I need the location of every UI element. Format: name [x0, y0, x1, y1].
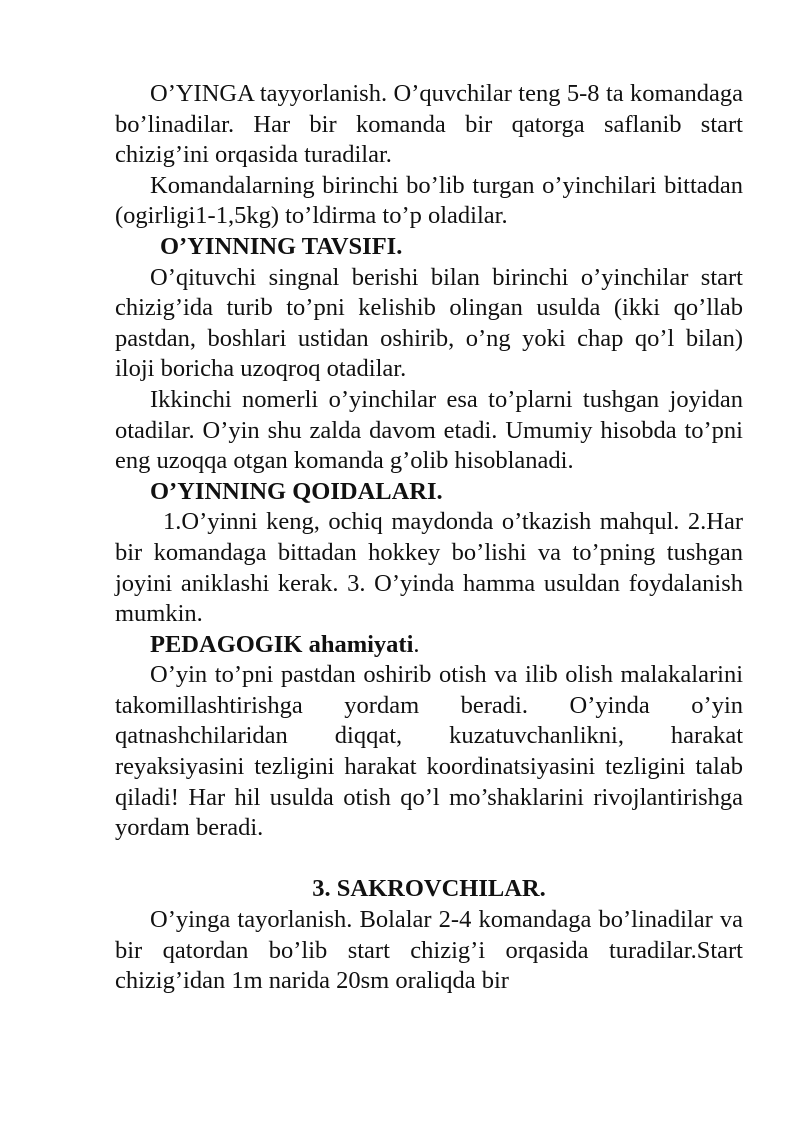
heading-pedagogic-value	[115, 630, 743, 661]
blank-line	[115, 844, 743, 875]
paragraph-pedagogic-value: O’yin to’pni pastdan oshirib otish va ilib olish malakalarini takomillashtirishga yordam beradi. O’yinda o’yin qatnashchilaridan diqqat, kuzatuvchanlikni, harakat reyaksiyasini tezligini harakat koordinatsiyasini tezligini talab qiladi! Har hil usulda otish qo’l mo’shaklarini rivojlantirishga yordam beradi.	[115, 661, 743, 842]
heading-game-rules: O’YINNING QOIDALARI.	[150, 477, 443, 505]
section-title: 3. SAKROVCHILAR.	[312, 875, 546, 903]
paragraph-ball-distribution: Komandalarning birinchi bo’lib turgan o’yinchilari bittadan (ogirligi1-1,5kg) to’ldirma to’p oladilar.	[115, 171, 743, 230]
document-page	[115, 79, 743, 997]
paragraph-second-players: Ikkinchi nomerli o’yinchilar esa to’plarni tushgan joyidan otadilar. O’yin shu zalda davom etadi. Umumiy hisobda to’pni eng uzoqqa otgan komanda g’olib hisoblanadi.	[115, 385, 743, 475]
paragraph-game-rules: 1.O’yinni keng, ochiq maydonda o’tkazish mahqul. 2.Har bir komandaga bittadan hokkey bo’lishi va to’pning tushgan joyini aniklashi kerak. 3. O’yinda hamma usuldan foydalanish mumkin.	[115, 508, 743, 628]
paragraph-jumpers-preparation: O’yinga tayorlanish. Bolalar 2-4 komandaga bo’linadilar va bir qatordan bo’lib start chizig’i orqasida turadilar.Start chizig’idan 1m narida 20sm oraliqda bir	[115, 906, 743, 995]
heading-game-description: O’YINNING TAVSIFI.	[160, 232, 403, 260]
paragraph-game-description: O’qituvchi singnal berishi bilan birinchi o’yinchilar start chizig’ida turib to’pni kelishib olingan usulda (ikki qo’llab pastdan, boshlari ustidan oshirib, o’ng yoki chap qo’l bilan) iloji boricha uzoqroq otadilar.	[115, 263, 743, 383]
paragraph-preparation: O’YINGA tayyorlanish. O’quvchilar teng 5-8 ta komandaga bo’linadilar. Har bir komanda bir qatorga saflanib start chizig’ini orqasida turadilar.	[115, 80, 743, 169]
heading-pedagogic-value-period: .	[413, 630, 420, 658]
heading-pedagogic-value-text: PEDAGOGIK ahamiyati	[150, 630, 414, 658]
